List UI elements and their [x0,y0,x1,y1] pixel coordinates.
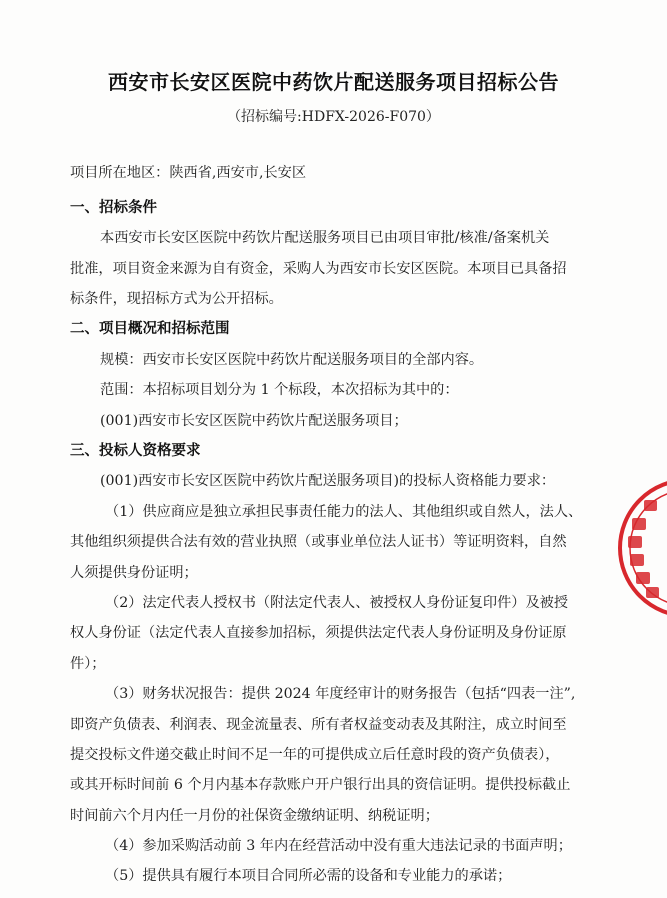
paragraph-line: 权人身份证（法定代表人直接参加招标，须提供法定代表人身份证明及身份证原 [70,625,567,641]
section-heading-3: 三、投标人资格要求 [70,443,201,459]
paragraph-line: 标条件，现招标方式为公开招标。 [70,291,283,307]
seal-graphic [618,478,667,618]
paragraph-line: （2）法定代表人授权书（附法定代表人、被授权人身份证复印件）及被授 [105,595,569,611]
paragraph-line: 范围：本招标项目划分为 1 个标段，本次招标为其中的： [100,382,459,398]
paragraph-line: 人须提供身份证明； [70,565,198,581]
paragraph-line: 规模：西安市长安区医院中药饮片配送服务项目的全部内容。 [100,352,484,368]
section-heading-2: 二、项目概况和招标范围 [70,321,230,337]
paragraph-line: 时间前六个月内任一月份的社保资金缴纳证明、纳税证明； [70,808,439,824]
paragraph-line: （3）财务状况报告：提供 2024 年度经审计的财务报告（包括“四表一注”, [105,686,576,702]
paragraph-line: （1）供应商应是独立承担民事责任能力的法人、其他组织或自然人，法人、 [105,504,583,520]
paragraph-line: 或其开标时间前 6 个月内基本存款账户开户银行出具的资信证明。提供投标截止 [70,777,571,793]
section-heading-1: 一、招标条件 [70,200,157,216]
paragraph-line: （5）提供具有履行本项目合同所必需的设备和专业能力的承诺； [105,868,512,884]
paragraph-line: 件）； [70,656,106,672]
paragraph-line: 其他组织须提供合法有效的营业执照（或事业单位法人证书）等证明资料，自然 [70,534,567,550]
company-seal [618,478,667,618]
paragraph-line: 提交投标文件递交截止时间不足一年的可提供成立后任意时段的资产负债表）， [70,747,560,763]
paragraph-line: (001)西安市长安区医院中药饮片配送服务项目)的投标人资格能力要求： [100,473,556,489]
paragraph-line: 本西安市长安区医院中药饮片配送服务项目已由项目审批/核准/备案机关 [100,230,550,246]
paragraph-line: (001)西安市长安区医院中药饮片配送服务项目； [100,413,408,429]
paragraph-line: （4）参加采购活动前 3 年内在经营活动中没有重大违法记录的书面声明； [105,838,572,854]
project-location: 项目所在地区：陕西省,西安市,长安区 [70,165,307,181]
paragraph-line: 批准，项目资金来源为自有资金，采购人为西安市长安区医院。本项目已具备招 [70,261,567,277]
paragraph-line: 即资产负债表、利润表、现金流量表、所有者权益变动表及其附注，成立时间至 [70,717,567,733]
document-title: 西安市长安区医院中药饮片配送服务项目招标公告 [108,70,559,94]
tender-number: （招标编号:HDFX-2026-F070） [227,109,440,125]
